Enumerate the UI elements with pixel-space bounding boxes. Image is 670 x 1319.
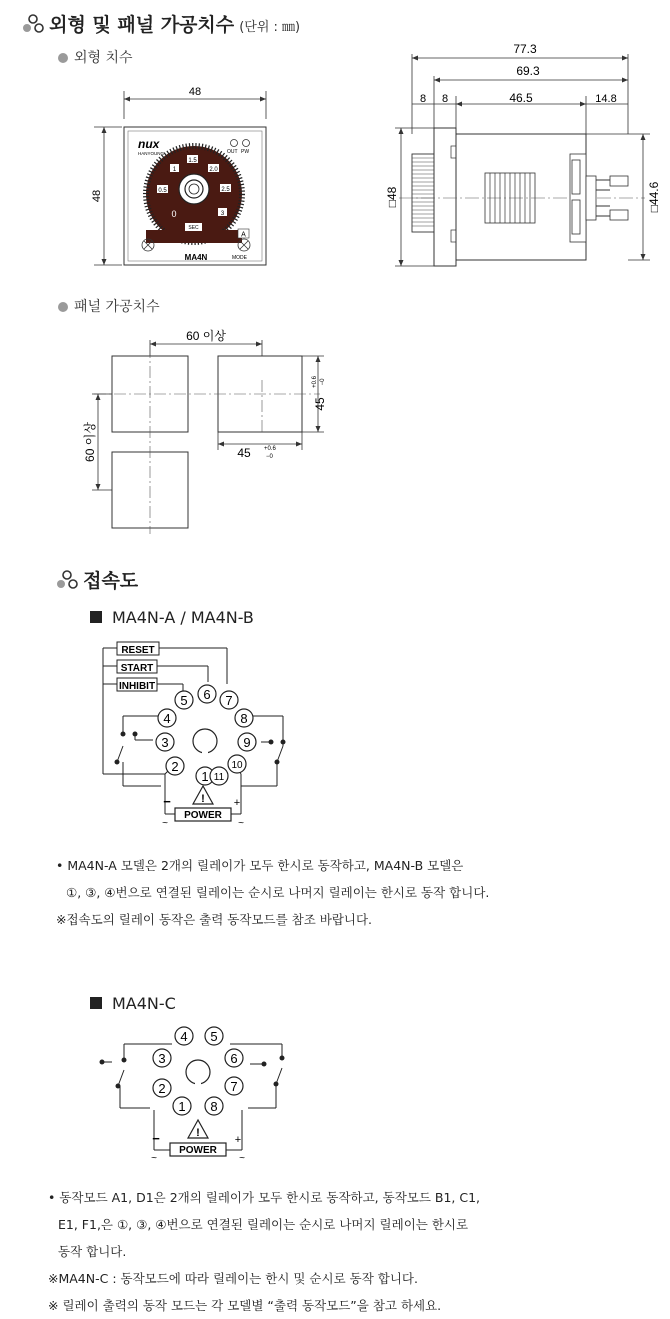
ac-tilde-left: ~: [162, 818, 168, 829]
note-ab-line-2: ①, ③, ④번으로 연결된 릴레이는 순시로 나머지 릴레이는 한시로 동작 합니다.: [66, 885, 490, 900]
dim-square-48: □48: [385, 186, 399, 208]
c-power-label: POWER: [179, 1145, 217, 1156]
dim-8a: 8: [419, 93, 427, 105]
pin-11: 11: [213, 772, 225, 783]
dial-mark-1-5: 1.5: [188, 158, 197, 164]
gray-dot-icon: [58, 302, 68, 312]
cutout-height-tol-minus: −0: [320, 378, 326, 386]
front-width-label: 48: [188, 86, 202, 98]
brand-sub-text: HANYOUNG: [138, 151, 165, 156]
black-square-icon: [90, 997, 102, 1009]
note-c-line-5: ※ 릴레이 출력의 동작 모드는 각 모델별 “출력 동작모드”을 참고 하세요.: [48, 1298, 442, 1313]
dim-46-5: 46.5: [509, 91, 533, 105]
wiring-diagram-ab: [95, 636, 305, 831]
subheading-ma4n-ab: [90, 608, 254, 627]
pin-8: 8: [240, 711, 248, 726]
panel-spacing-top-label: 60 이상: [186, 329, 226, 343]
pin-4: 4: [163, 711, 171, 726]
pin-5: 5: [180, 693, 188, 708]
note-ab-line-3: ※접속도의 릴레이 동작은 출력 동작모드를 참조 바랍니다.: [56, 912, 373, 927]
dial-mark-0: 0: [171, 209, 177, 219]
subheading-panel-text: 패널 가공치수: [74, 299, 160, 315]
c-pin-2: 2: [158, 1081, 166, 1096]
model-label: MA4N: [184, 253, 208, 262]
power-label: POWER: [184, 810, 222, 821]
front-view-diagram: [88, 85, 278, 275]
c-pin-7: 7: [230, 1079, 238, 1094]
inhibit-label: INHIBIT: [118, 681, 156, 692]
cutout-height-label: 45: [313, 397, 327, 411]
c-pin-4: 4: [180, 1029, 188, 1044]
subheading-panel: [58, 296, 160, 316]
panel-cutout-diagram: [80, 320, 340, 540]
pin-6: 6: [203, 687, 211, 702]
brand-logo-text: nux: [138, 137, 160, 151]
section-bullet-icon: [22, 14, 44, 34]
note-c-line-3: 동작 합니다.: [58, 1244, 127, 1259]
subheading-outline: [58, 47, 133, 67]
ac-tilde-right: ~: [238, 818, 244, 829]
pin-2: 2: [171, 759, 179, 774]
svg-text:!: !: [196, 1127, 200, 1139]
wiring-title-text: 접속도: [83, 570, 139, 592]
subheading-ma4n-ab-text: MA4N-A / MA4N-B: [112, 608, 254, 627]
mode-a-label: A: [241, 231, 246, 239]
cutout-height-tol-plus: +0.6: [312, 376, 318, 388]
cutout-width-label: 45: [237, 446, 251, 460]
section-title-dimensions: [22, 10, 300, 37]
front-height-label: 48: [91, 189, 103, 203]
side-view-diagram: [375, 38, 670, 273]
subheading-outline-text: 외형 치수: [74, 50, 133, 66]
cutout-width-tol-plus: +0.6: [264, 446, 276, 452]
pw-label: PW: [241, 149, 250, 155]
note-c-line-4: ※MA4N-C : 동작모드에 따라 릴레이는 한시 및 순시로 동작 합니다.: [48, 1271, 418, 1286]
dial-mark-2-5: 2.5: [221, 187, 230, 193]
pin-10: 10: [231, 760, 243, 771]
section-title-text: 외형 및 패널 가공치수: [49, 14, 235, 36]
start-label: START: [120, 663, 154, 674]
note-c-line-1: • 동작모드 A1, D1은 2개의 릴레이가 모두 한시로 동작하고, 동작모드 B1, C1,: [48, 1190, 481, 1205]
pin-7: 7: [225, 693, 233, 708]
cutout-width-tol-minus: −0: [266, 454, 273, 460]
notes-c: [48, 1184, 658, 1319]
reset-label: RESET: [121, 645, 155, 656]
dim-8b: 8: [441, 93, 449, 105]
c-ac-tilde-left: ~: [151, 1153, 157, 1162]
mode-label: MODE: [232, 255, 247, 261]
notes-ab: [56, 852, 656, 933]
c-pin-1: 1: [178, 1099, 186, 1114]
gray-dot-icon: [58, 53, 68, 63]
dial-mark-2-0: 2.0: [209, 167, 218, 173]
dial-mark-0-5: 0.5: [158, 188, 167, 194]
out-label: OUT: [227, 149, 238, 155]
wiring-diagram-c: [92, 1022, 302, 1162]
c-ac-tilde-right: ~: [239, 1153, 245, 1162]
pin-1: 1: [201, 769, 209, 784]
dial-unit-label: SEC: [188, 225, 199, 231]
note-c-line-2: E1, F1,은 ①, ③, ④번으로 연결된 릴레이는 순시로 나머지 릴레이는 한시로: [58, 1217, 469, 1232]
plus-label: +: [233, 797, 241, 809]
c-pin-8: 8: [210, 1099, 218, 1114]
panel-spacing-left-label: 60 이상: [83, 422, 97, 462]
black-square-icon: [90, 611, 102, 623]
dial-mark-3: 3: [220, 211, 225, 217]
pin-3: 3: [161, 735, 169, 750]
dim-14-8: 14.8: [595, 93, 617, 105]
c-pin-5: 5: [210, 1029, 218, 1044]
svg-text:!: !: [201, 793, 205, 805]
subheading-ma4n-c-text: MA4N-C: [112, 994, 176, 1013]
section-bullet-icon: [56, 570, 78, 590]
minus-label: −: [163, 794, 171, 809]
subheading-ma4n-c: [90, 994, 176, 1013]
c-pin-3: 3: [158, 1051, 166, 1066]
c-pin-6: 6: [230, 1051, 238, 1066]
dim-square-44-6: □44.6: [647, 181, 661, 213]
dim-body-length: 69.3: [516, 64, 540, 78]
dial-mark-1: 1: [172, 167, 177, 173]
dim-total-length: 77.3: [513, 42, 537, 56]
note-ab-line-1: • MA4N-A 모델은 2개의 릴레이가 모두 한시로 동작하고, MA4N-B 모델은: [56, 858, 464, 873]
c-minus-label: −: [152, 1131, 160, 1146]
c-plus-label: +: [234, 1134, 242, 1146]
section-title-wiring: [56, 566, 138, 593]
pin-9: 9: [243, 735, 251, 750]
unit-label: (단위 : ㎜): [239, 20, 301, 35]
